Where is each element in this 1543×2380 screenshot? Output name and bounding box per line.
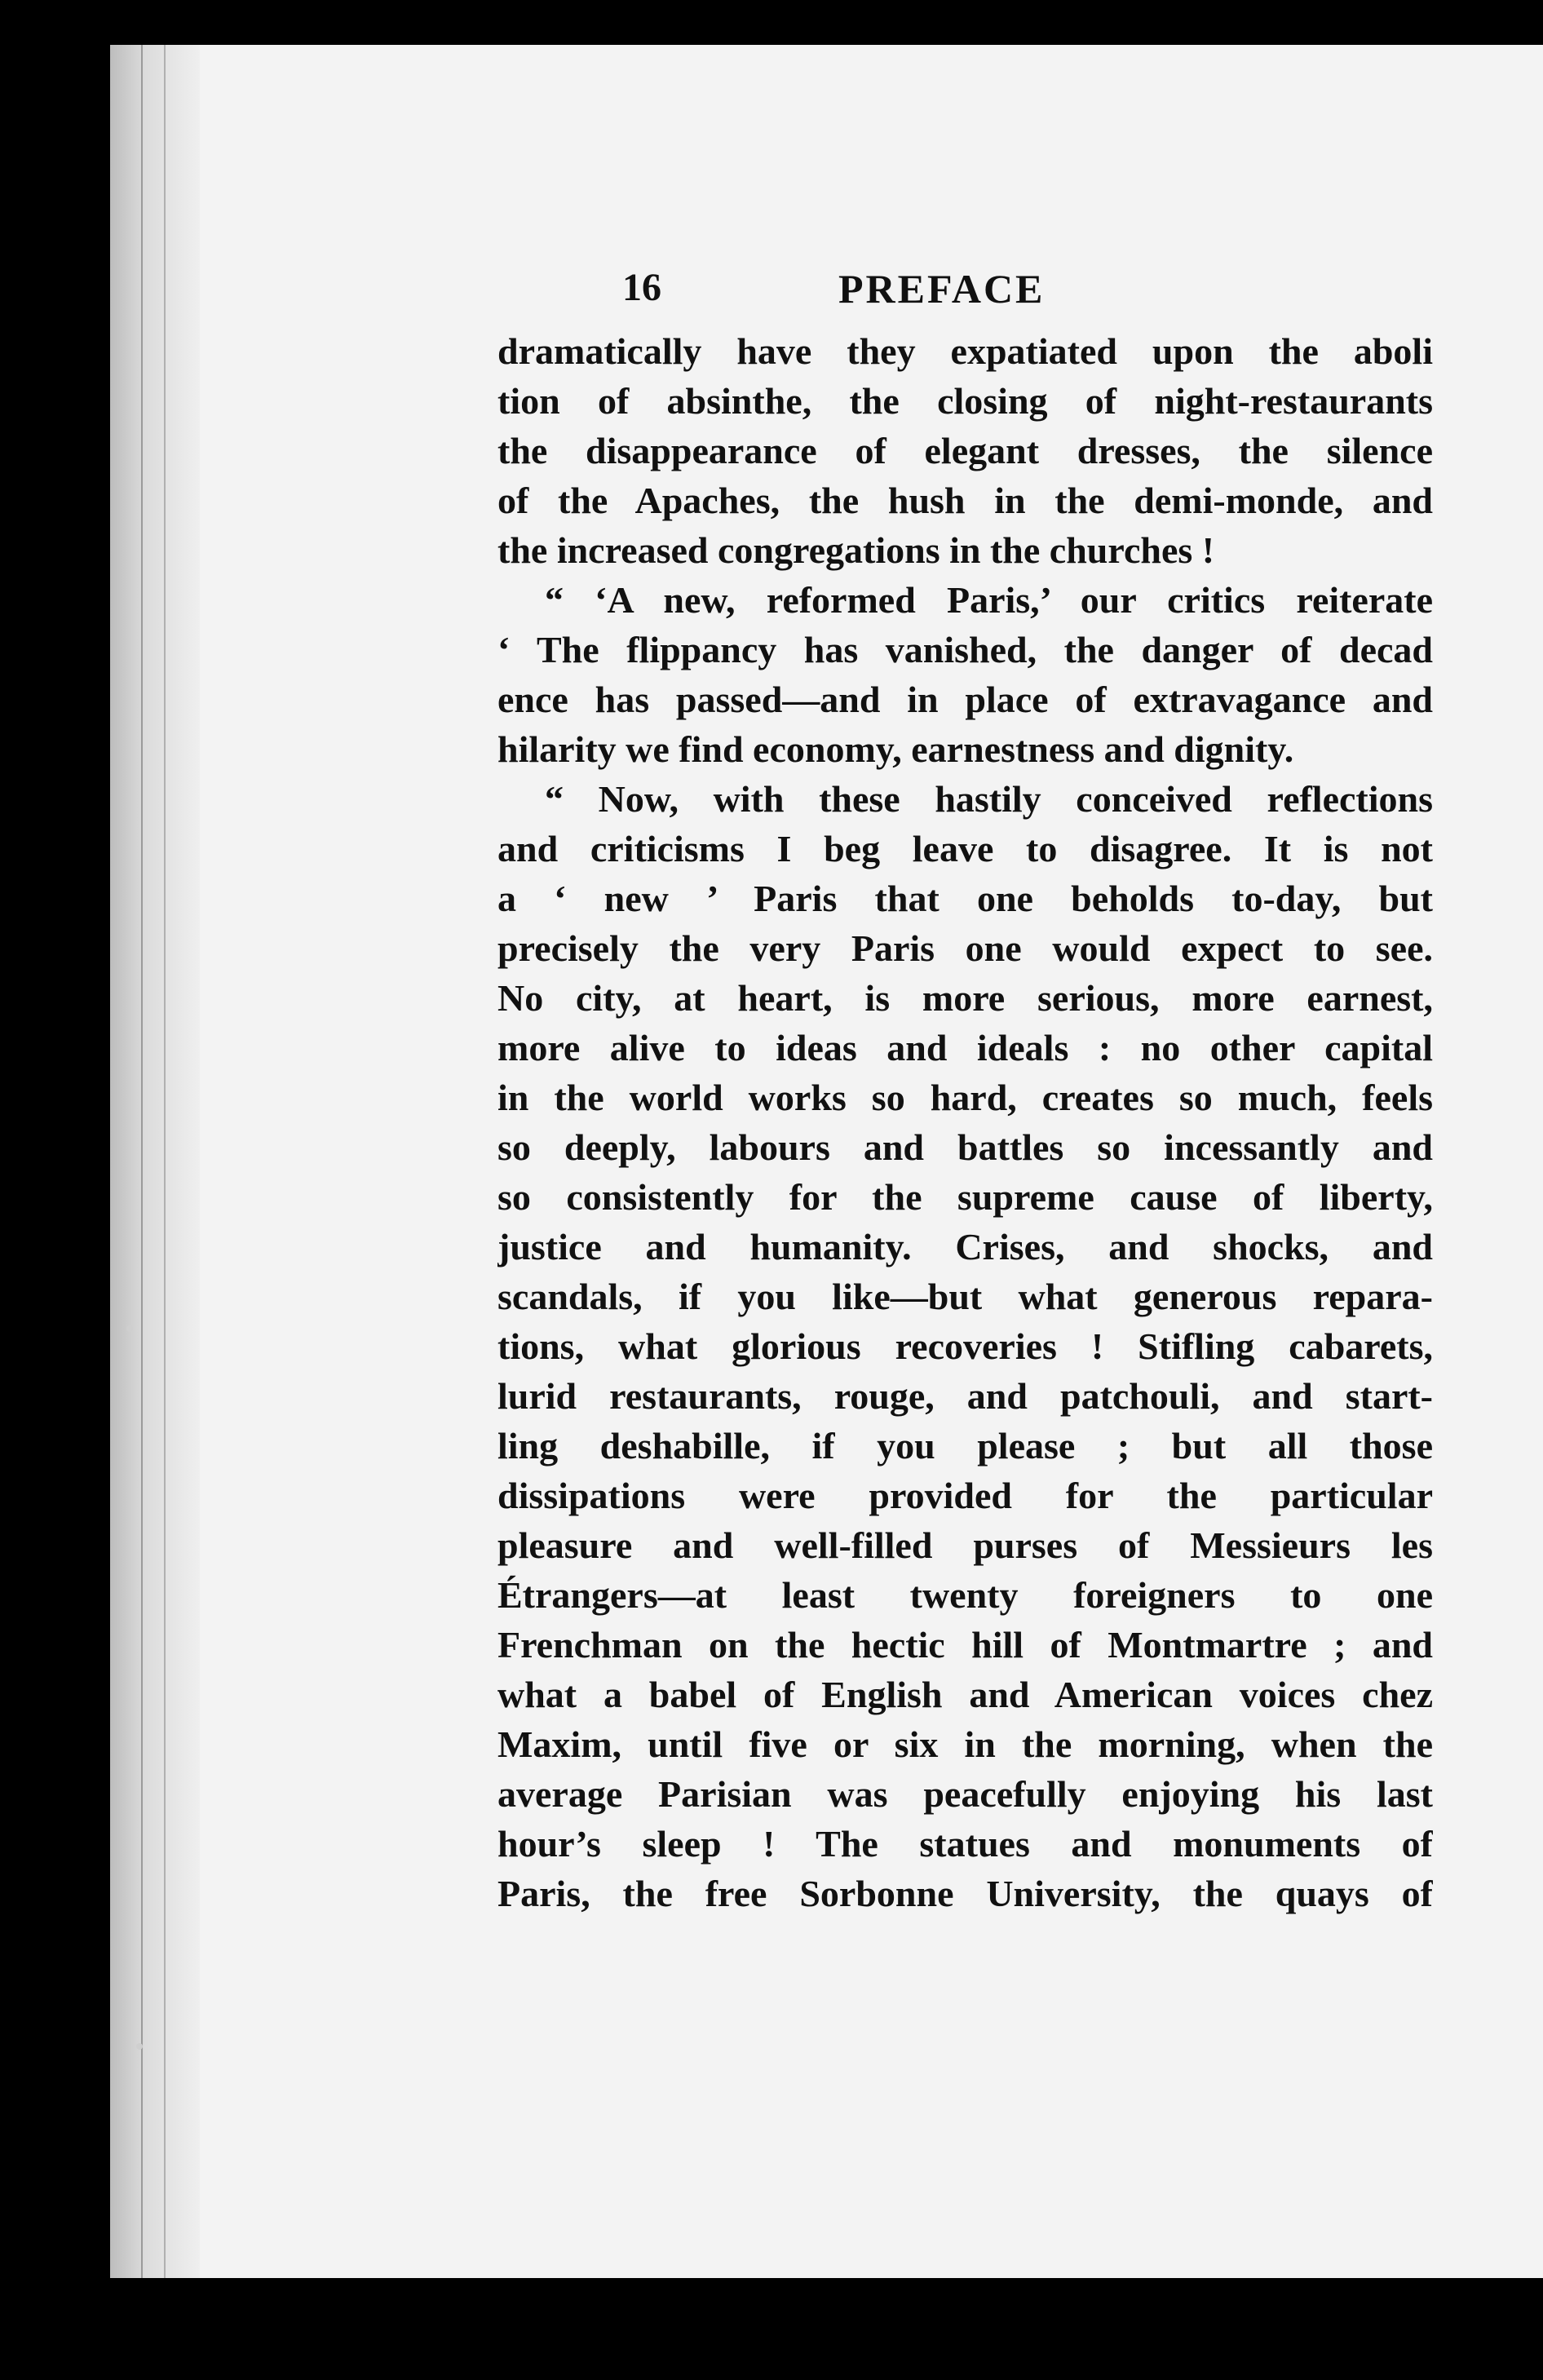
text-line: tion of absinthe, the closing of night-restaurants [497,380,1433,422]
text-line: so consistently for the supreme cause of liberty, [497,1176,1433,1218]
text-line: hilarity we find economy, earnestness and dignity. [497,728,1294,770]
text-line: a ‘ new ’ Paris that one beholds to-day, but [497,878,1433,919]
text-line: dissipations were provided for the particular [497,1475,1433,1516]
text-line: hour’s sleep ! The statues and monuments of [497,1823,1433,1865]
text-line: ence has passed—and in place of extravagance and [497,679,1433,720]
scan-speck [126,1325,133,1332]
text-line: dramatically have they expatiated upon the aboli [497,330,1433,372]
text-line: precisely the very Paris one would expect to see. [497,927,1433,969]
page-gutter-shadow [110,45,200,2278]
text-line: what a babel of English and American voices chez [497,1674,1433,1715]
text-line: Paris, the free Sorbonne University, the quays of [497,1873,1433,1914]
text-line: lurid restaurants, rouge, and patchouli, and start- [497,1375,1433,1417]
text-line: the disappearance of elegant dresses, the silence [497,430,1433,471]
running-title: PREFACE [838,266,1046,312]
text-line: “ Now, with these hastily conceived reflections [545,778,1433,820]
text-line: ling deshabille, if you please ; but all those [497,1425,1433,1466]
running-head [622,265,1543,322]
text-line: Frenchman on the hectic hill of Montmartre ; and [497,1624,1433,1666]
body-text [497,326,1433,1918]
text-line: pleasure and well-filled purses of Messieurs les [497,1524,1433,1566]
text-line: Maxim, until five or six in the morning, when the [497,1723,1433,1765]
text-line: tions, what glorious recoveries ! Stifling cabarets, [497,1325,1433,1367]
scan-speck [136,2043,143,2050]
text-line: in the world works so hard, creates so much, feels [497,1077,1433,1118]
text-line: scandals, if you like—but what generous repara- [497,1276,1433,1317]
page-edge-line [164,45,166,2278]
text-line: Étrangers—at least twenty foreigners to one [497,1574,1433,1616]
text-line: average Parisian was peacefully enjoying his last [497,1773,1433,1815]
page-number: 16 [622,266,661,309]
text-line: of the Apaches, the hush in the demi-monde, and [497,480,1433,521]
text-line: the increased congregations in the churches ! [497,529,1215,571]
text-line: ‘ The flippancy has vanished, the danger of decad [497,629,1433,670]
text-line: more alive to ideas and ideals : no other capital [497,1027,1433,1068]
text-line: and criticisms I beg leave to disagree. It is not [497,828,1433,869]
text-line: justice and humanity. Crises, and shocks, and [497,1226,1433,1267]
page-edge-line [141,45,143,2278]
text-line: so deeply, labours and battles so incessantly and [497,1126,1433,1168]
text-line: No city, at heart, is more serious, more earnest, [497,977,1433,1019]
text-line: “ ‘A new, reformed Paris,’ our critics reiterate [545,579,1433,621]
